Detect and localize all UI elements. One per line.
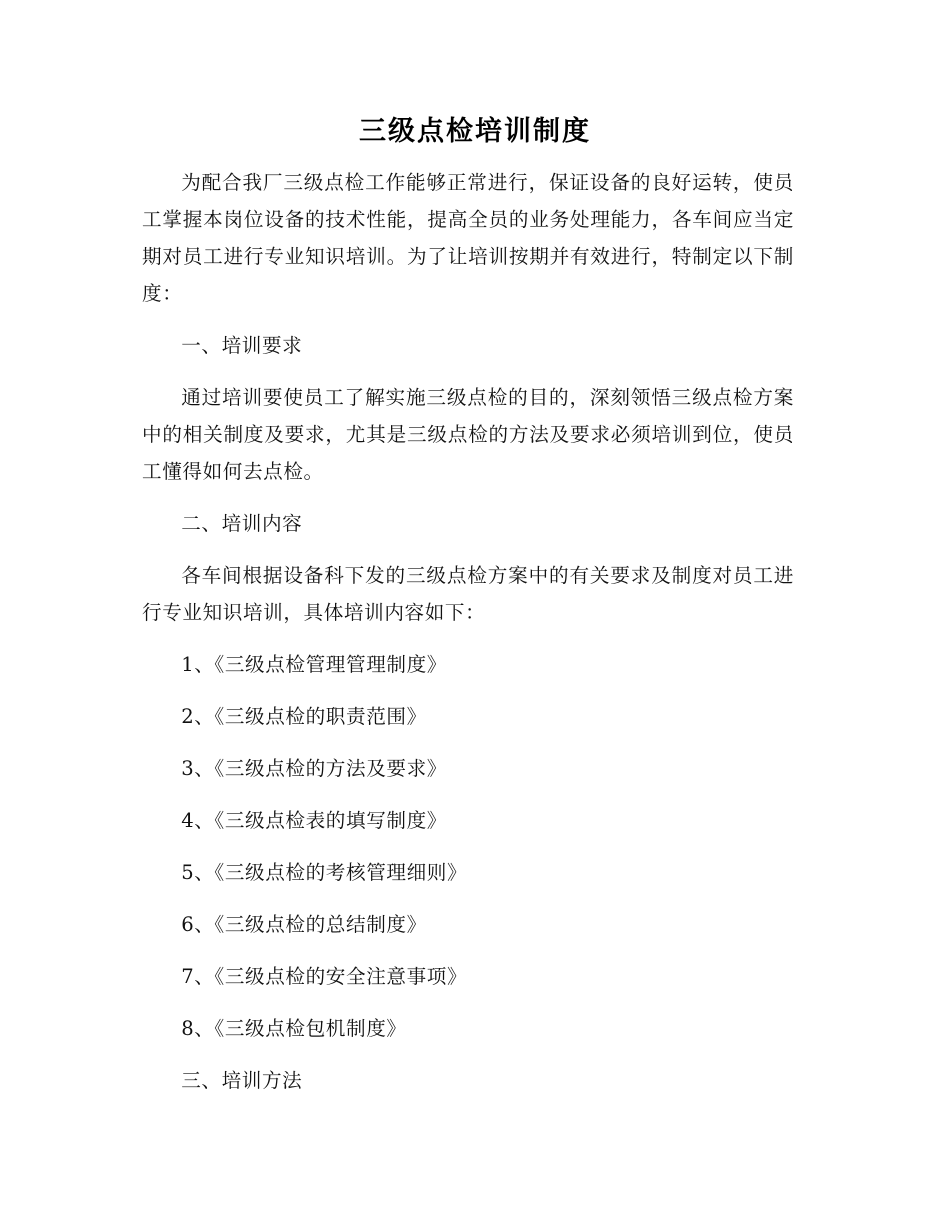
list-item: 3、《三级点检的方法及要求》 [181, 757, 447, 780]
list-item: 2、《三级点检的职责范围》 [181, 705, 427, 728]
section-heading-methods: 三、培训方法 [181, 1069, 303, 1092]
intro-paragraph: 为配合我厂三级点检工作能够正常进行，保证设备的良好运转，使员工掌握本岗位设备的技术性能，提高全员的业务处理能力，各车间应当定期对员工进行专业知识培训。为了让培训按期并有效进行，特制定以下制度： [142, 171, 794, 305]
list-item: 4、《三级点检表的填写制度》 [181, 809, 447, 832]
list-item: 1、《三级点检管理管理制度》 [181, 653, 447, 676]
content-paragraph: 各车间根据设备科下发的三级点检方案中的有关要求及制度对员工进行专业知识培训，具体培训内容如下： [142, 564, 794, 624]
section-heading-requirements: 一、培训要求 [181, 334, 303, 357]
document-body [142, 164, 794, 1099]
section-heading-content: 二、培训内容 [181, 512, 303, 535]
list-item: 5、《三级点检的考核管理细则》 [181, 861, 468, 884]
list-item: 6、《三级点检的总结制度》 [181, 913, 427, 936]
requirements-paragraph: 通过培训要使员工了解实施三级点检的目的，深刻领悟三级点检方案中的相关制度及要求，尤其是三级点检的方法及要求必须培训到位，使员工懂得如何去点检。 [142, 386, 794, 483]
list-item: 7、《三级点检的安全注意事项》 [181, 965, 468, 988]
list-item: 8、《三级点检包机制度》 [181, 1017, 407, 1040]
document-title: 三级点检培训制度 [359, 116, 591, 147]
